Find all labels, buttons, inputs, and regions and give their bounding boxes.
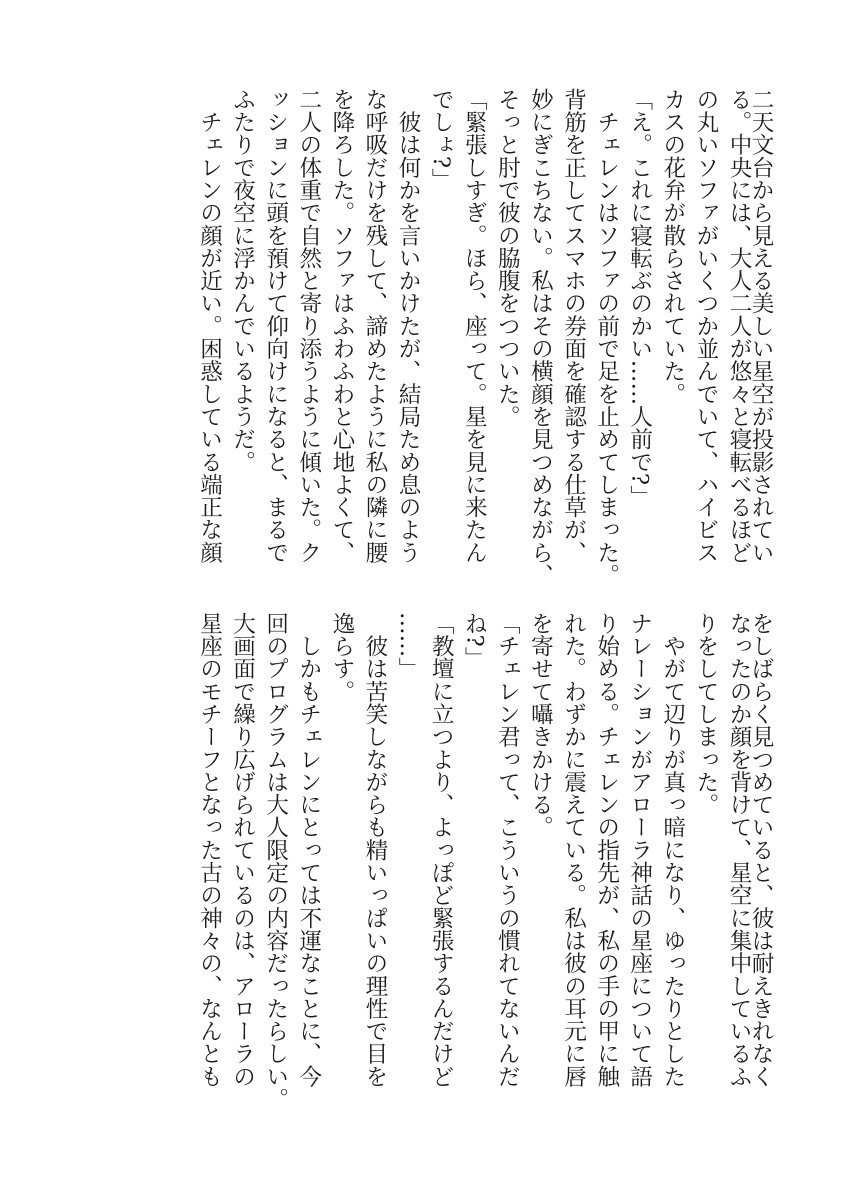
text-line: チェレンの顔が近い。困惑している端正な顔 [196,88,223,564]
text-line: 「チェレン君って、こういうの慣れてないんだ [494,612,521,1088]
text-line: ……」 [395,612,422,680]
text-line: 彼は何かを言いかけたが、結局ため息のよう [395,88,422,564]
text-block-top [92,88,772,588]
text-line: やがて辺りが真っ暗になり、ゆったりとした [659,612,686,1088]
text-line: そっと肘で彼の脇腹をつついた。 [494,88,521,428]
text-line: 二天文台から見える美しい星空が投影されてい [748,88,774,564]
text-line: ナレーションがアローラ神話の星座について語 [626,612,653,1088]
text-line: る。中央には、大人二人が悠々と寝転べるほど [726,88,752,564]
text-line: 大画面で繰り広げられているのは、アローラの [229,612,256,1088]
text-line: 「え。これに寝転ぶのかい……人前で?」 [626,88,653,508]
text-line: 星座のモチーフとなった古の神々の、なんとも [196,612,223,1088]
text-line: カスの花弁が散らされていた。 [659,88,686,406]
text-line: を寄せて囁きかける。 [527,612,554,839]
text-line: れた。わずかに震えている。私は彼の耳元に唇 [560,612,587,1088]
text-line: 彼は苦笑しながらも精いっぱいの理性で目を [361,612,388,1088]
text-line: ね?」 [461,612,488,670]
text-line: を降ろした。ソファはふわふわと心地よくて、 [328,88,355,564]
text-line: をしばらく見つめていると、彼は耐えきれなく [748,612,774,1088]
text-line: 二人の体重で自然と寄り添うように傾いた。ク [295,88,322,564]
text-line: りをしてしまった。 [692,612,719,816]
text-line: でしょ?」 [428,88,455,191]
text-line: しかもチェレンにとっては不運なことに、今 [295,612,322,1088]
text-line: ふたりで夜空に浮かんでいるようだ。 [229,88,256,474]
text-line: 背筋を正してスマホの券面を確認する仕草が、 [560,88,587,564]
text-line: の丸いソファがいくつか並んでいて、ハイビス [692,88,719,564]
text-line: ッションに頭を預けて仰向けになると、まるで [262,88,289,564]
text-line: 「緊張しすぎ。ほら、座って。星を見に来たん [461,88,488,564]
text-line: 逸らす。 [328,612,355,703]
text-line: な呼吸だけを残して、諦めたように私の隣に腰 [361,88,388,564]
text-line: なったのか顔を背けて、星空に集中しているふ [726,612,752,1088]
text-line: 妙にぎこちない。私はその横顔を見つめながら、 [527,88,554,587]
text-line: り始める。チェレンの指先が、私の手の甲に触 [593,612,620,1088]
text-block-bottom [92,612,772,1112]
text-line: 「教壇に立つより、よっぽど緊張するんだけど [428,612,455,1088]
text-line: チェレンはソファの前で足を止めてしまった。 [593,88,620,587]
text-line: 回のプログラムは大人限定の内容だったらしい。 [262,612,289,1111]
